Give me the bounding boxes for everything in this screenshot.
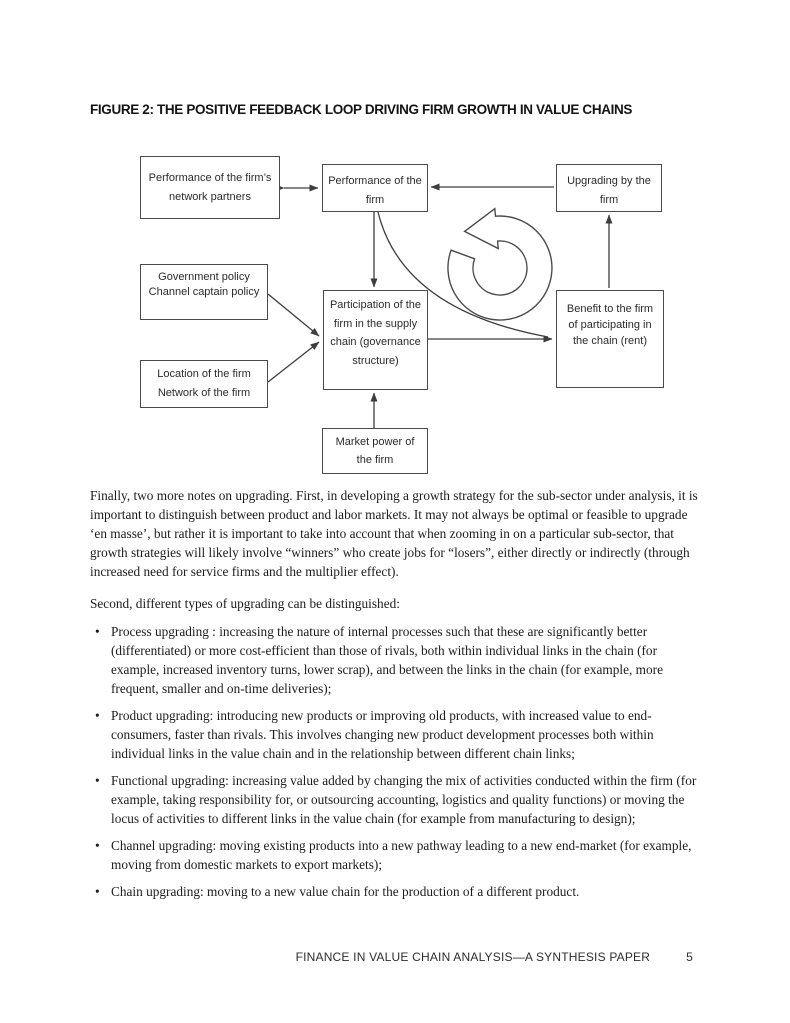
box-text-line: Channel captain policy (148, 286, 260, 298)
diagram-box-network-partners (140, 156, 280, 219)
box-text-line: Benefit to the firm (566, 303, 654, 315)
list-item-chain-upgrading: • Chain upgrading: moving to a new value chain for the production of a different product. (90, 882, 706, 901)
box-text-line: firm (365, 194, 385, 206)
footer-title: FINANCE IN VALUE CHAIN ANALYSIS—A SYNTHESIS PAPER (295, 950, 651, 964)
upgrading-types-list (90, 622, 706, 901)
box-text-line: structure) (352, 354, 399, 367)
page-number: 5 (686, 950, 693, 964)
diagram-box-benefit (556, 290, 664, 388)
arrow-government-participation (268, 294, 319, 336)
paragraph-lead-in: Second, different types of upgrading can be distinguished: (90, 596, 400, 611)
box-text-line: of participating in (568, 319, 652, 331)
box-text-line: Participation of the (329, 299, 422, 311)
feedback-loop-icon (448, 209, 552, 320)
box-text-line: Location of the firm (157, 368, 251, 380)
box-text-line: Network of the firm (157, 387, 251, 399)
diagram-box-participation (323, 290, 428, 390)
box-text-line: firm (599, 194, 619, 206)
diagram-box-upgrading-firm (556, 164, 662, 212)
box-text-line: the firm (356, 454, 394, 466)
box-text-line: firm in the supply (333, 317, 418, 330)
diagram-box-location-network (140, 360, 268, 408)
box-text-line: Upgrading by the (567, 175, 651, 187)
figure-title: FIGURE 2: THE POSITIVE FEEDBACK LOOP DRIVING FIRM GROWTH IN VALUE CHAINS (90, 102, 633, 117)
diagram-box-market-power (322, 428, 428, 474)
diagram-box-performance-firm (322, 164, 428, 212)
arrow-location-participation (268, 342, 319, 382)
feedback-loop-diagram (90, 150, 706, 482)
box-text-line: the chain (rent) (573, 335, 647, 347)
box-text-line: chain (governance (330, 336, 421, 348)
page-footer (90, 950, 693, 964)
box-text-line: Market power of (335, 436, 415, 448)
body-text (90, 486, 706, 909)
diagram-box-government-policy (140, 264, 268, 320)
box-text-line: Performance of the (328, 175, 422, 187)
box-text-line: Performance of the firm’s (148, 171, 272, 184)
list-item-product-upgrading: • Product upgrading: introducing new products or improving old products, with increased value to end-consumers, faster than rivals. This involves changing new product development processes both within individual links in the value chain and in the relationship between different chain links; (90, 706, 706, 763)
list-item-process-upgrading: • Process upgrading : increasing the nature of internal processes such that these are significantly better (differentiated) or more cost-efficient than those of rivals, both within individual links in the chain (for example, increased inventory turns, lower scrap), and between the links in the chain (for example, more frequent, smaller and on-time deliveries); (90, 622, 706, 698)
list-item-functional-upgrading: • Functional upgrading: increasing value added by changing the mix of activities conducted within the firm (for example, taking responsibility for, or outsourcing accounting, logistics and quality functions) or moving the locus of activities to different links in the value chain (for example from manufacturing to design); (90, 771, 706, 828)
list-item-channel-upgrading: • Channel upgrading: moving existing products into a new pathway leading to a new end-market (for example, moving from domestic markets to export markets); (90, 836, 706, 874)
box-text-line: Government policy (158, 271, 250, 283)
box-text-line: network partners (169, 190, 251, 203)
paragraph-upgrading-notes: Finally, two more notes on upgrading. First, in developing a growth strategy for the sub-sector under analysis, it is important to distinguish between product and labor markets. It may not always be optimal or feasible to upgrade ‘en masse’, but rather it is important to take into account that when zooming in on a particular sub-sector, that growth strategies will likely involve “winners” who create jobs for “losers”, either directly or indirectly (through increased need for service firms and the multiplier effect). (90, 488, 698, 579)
